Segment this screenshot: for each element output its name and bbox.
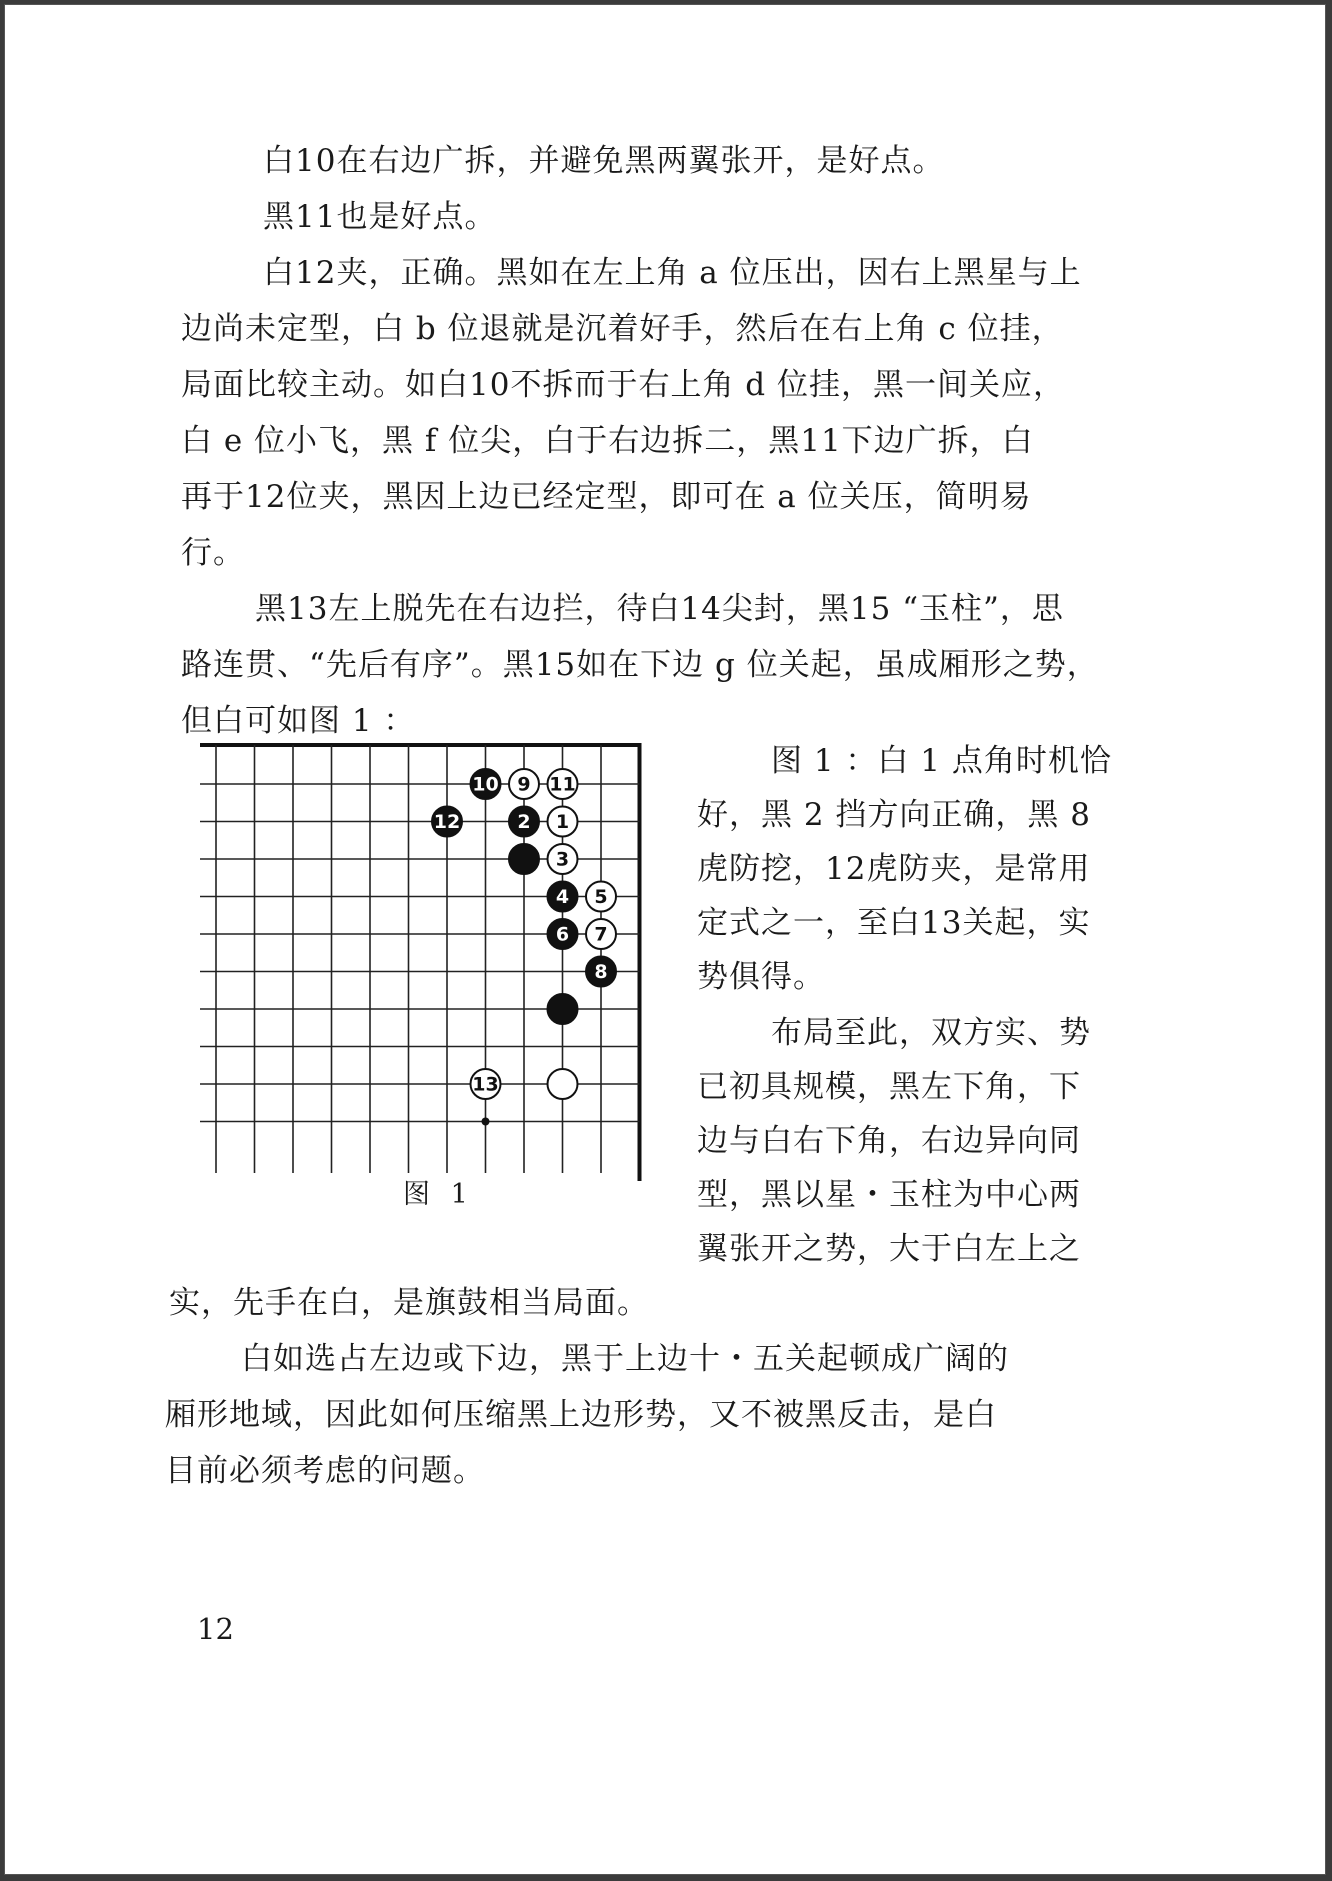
text-line: 但白可如图 1 ： — [181, 703, 416, 739]
white-stone — [548, 1069, 578, 1099]
side-text-line: 图 1 ：白 1 点角时机恰 — [771, 743, 1112, 779]
text-line: 实，先手在白，是旗鼓相当局面。 — [169, 1285, 649, 1321]
side-text-line: 已初具规模，黑左下角，下 — [697, 1069, 1081, 1105]
text-line: 白10在右边广拆，并避免黑两翼张开，是好点。 — [263, 143, 945, 179]
text-line: 白 e 位小飞，黑 f 位尖，白于右边拆二，黑11下边广拆，白 — [181, 423, 1034, 459]
stone-move-number: 5 — [594, 886, 608, 908]
stone-move-number: 1 — [555, 811, 570, 833]
stone-move-number: 9 — [517, 773, 531, 796]
star-point — [482, 1118, 490, 1126]
text-line: 目前必须考虑的问题。 — [165, 1453, 485, 1489]
go-board — [200, 733, 670, 1193]
side-text-line: 虎防挖，12虎防夹，是常用 — [697, 851, 1091, 887]
black-stone — [548, 994, 578, 1024]
text-line: 局面比较主动。如白10不拆而于右上角 d 位挂，黑一间关应， — [181, 367, 1065, 403]
side-text-line: 定式之一，至白13关起，实 — [697, 905, 1091, 941]
text-line: 厢形地域，因此如何压缩黑上边形势，又不被黑反击，是白 — [165, 1397, 997, 1433]
stone-move-number: 13 — [472, 1073, 499, 1096]
figure-caption: 图 1 — [403, 1179, 474, 1210]
stone-move-number: 12 — [433, 811, 461, 833]
text-line: 再于12位夹，黑因上边已经定型，即可在 a 位关压，简明易 — [181, 479, 1032, 515]
stone-move-number: 6 — [555, 923, 570, 946]
text-line: 白12夹，正确。黑如在左上角 a 位压出，因右上黑星与上 — [263, 255, 1082, 291]
side-text-line: 型，黑以星・玉柱为中心两 — [697, 1177, 1081, 1213]
stone-move-number: 3 — [555, 848, 570, 871]
side-text-line: 势俱得。 — [697, 959, 825, 995]
text-line: 黑13左上脱先在右边拦，待白14尖封，黑15 “玉柱”，思 — [255, 591, 1064, 627]
side-text-line: 好，黑 2 挡方向正确，黑 8 — [697, 797, 1092, 833]
stone-move-number: 10 — [472, 773, 499, 796]
go-board-figure — [200, 733, 670, 1193]
document-page — [4, 4, 1326, 1875]
text-line: 行。 — [181, 535, 245, 571]
stone-move-number: 8 — [594, 961, 608, 983]
text-line: 白如选占左边或下边，黑于上边十・五关起顿成广阔的 — [241, 1341, 1009, 1377]
text-line: 边尚未定型，白 b 位退就是沉着好手，然后在右上角 c 位挂， — [181, 311, 1064, 347]
stone-move-number: 2 — [517, 811, 531, 833]
black-stone — [509, 844, 539, 874]
stone-move-number: 11 — [549, 773, 576, 796]
side-text-line: 边与白右下角，右边异向同 — [697, 1123, 1081, 1159]
stone-move-number: 4 — [555, 886, 570, 908]
text-line: 路连贯、“先后有序”。黑15如在下边 g 位关起，虽成厢形之势， — [181, 647, 1099, 683]
side-text-line: 翼张开之势，大于白左上之 — [697, 1231, 1081, 1267]
side-text-line: 布局至此，双方实、势 — [771, 1015, 1091, 1051]
text-line: 黑11也是好点。 — [263, 199, 497, 235]
page-number: 12 — [197, 1612, 234, 1646]
stone-move-number: 7 — [594, 923, 608, 946]
